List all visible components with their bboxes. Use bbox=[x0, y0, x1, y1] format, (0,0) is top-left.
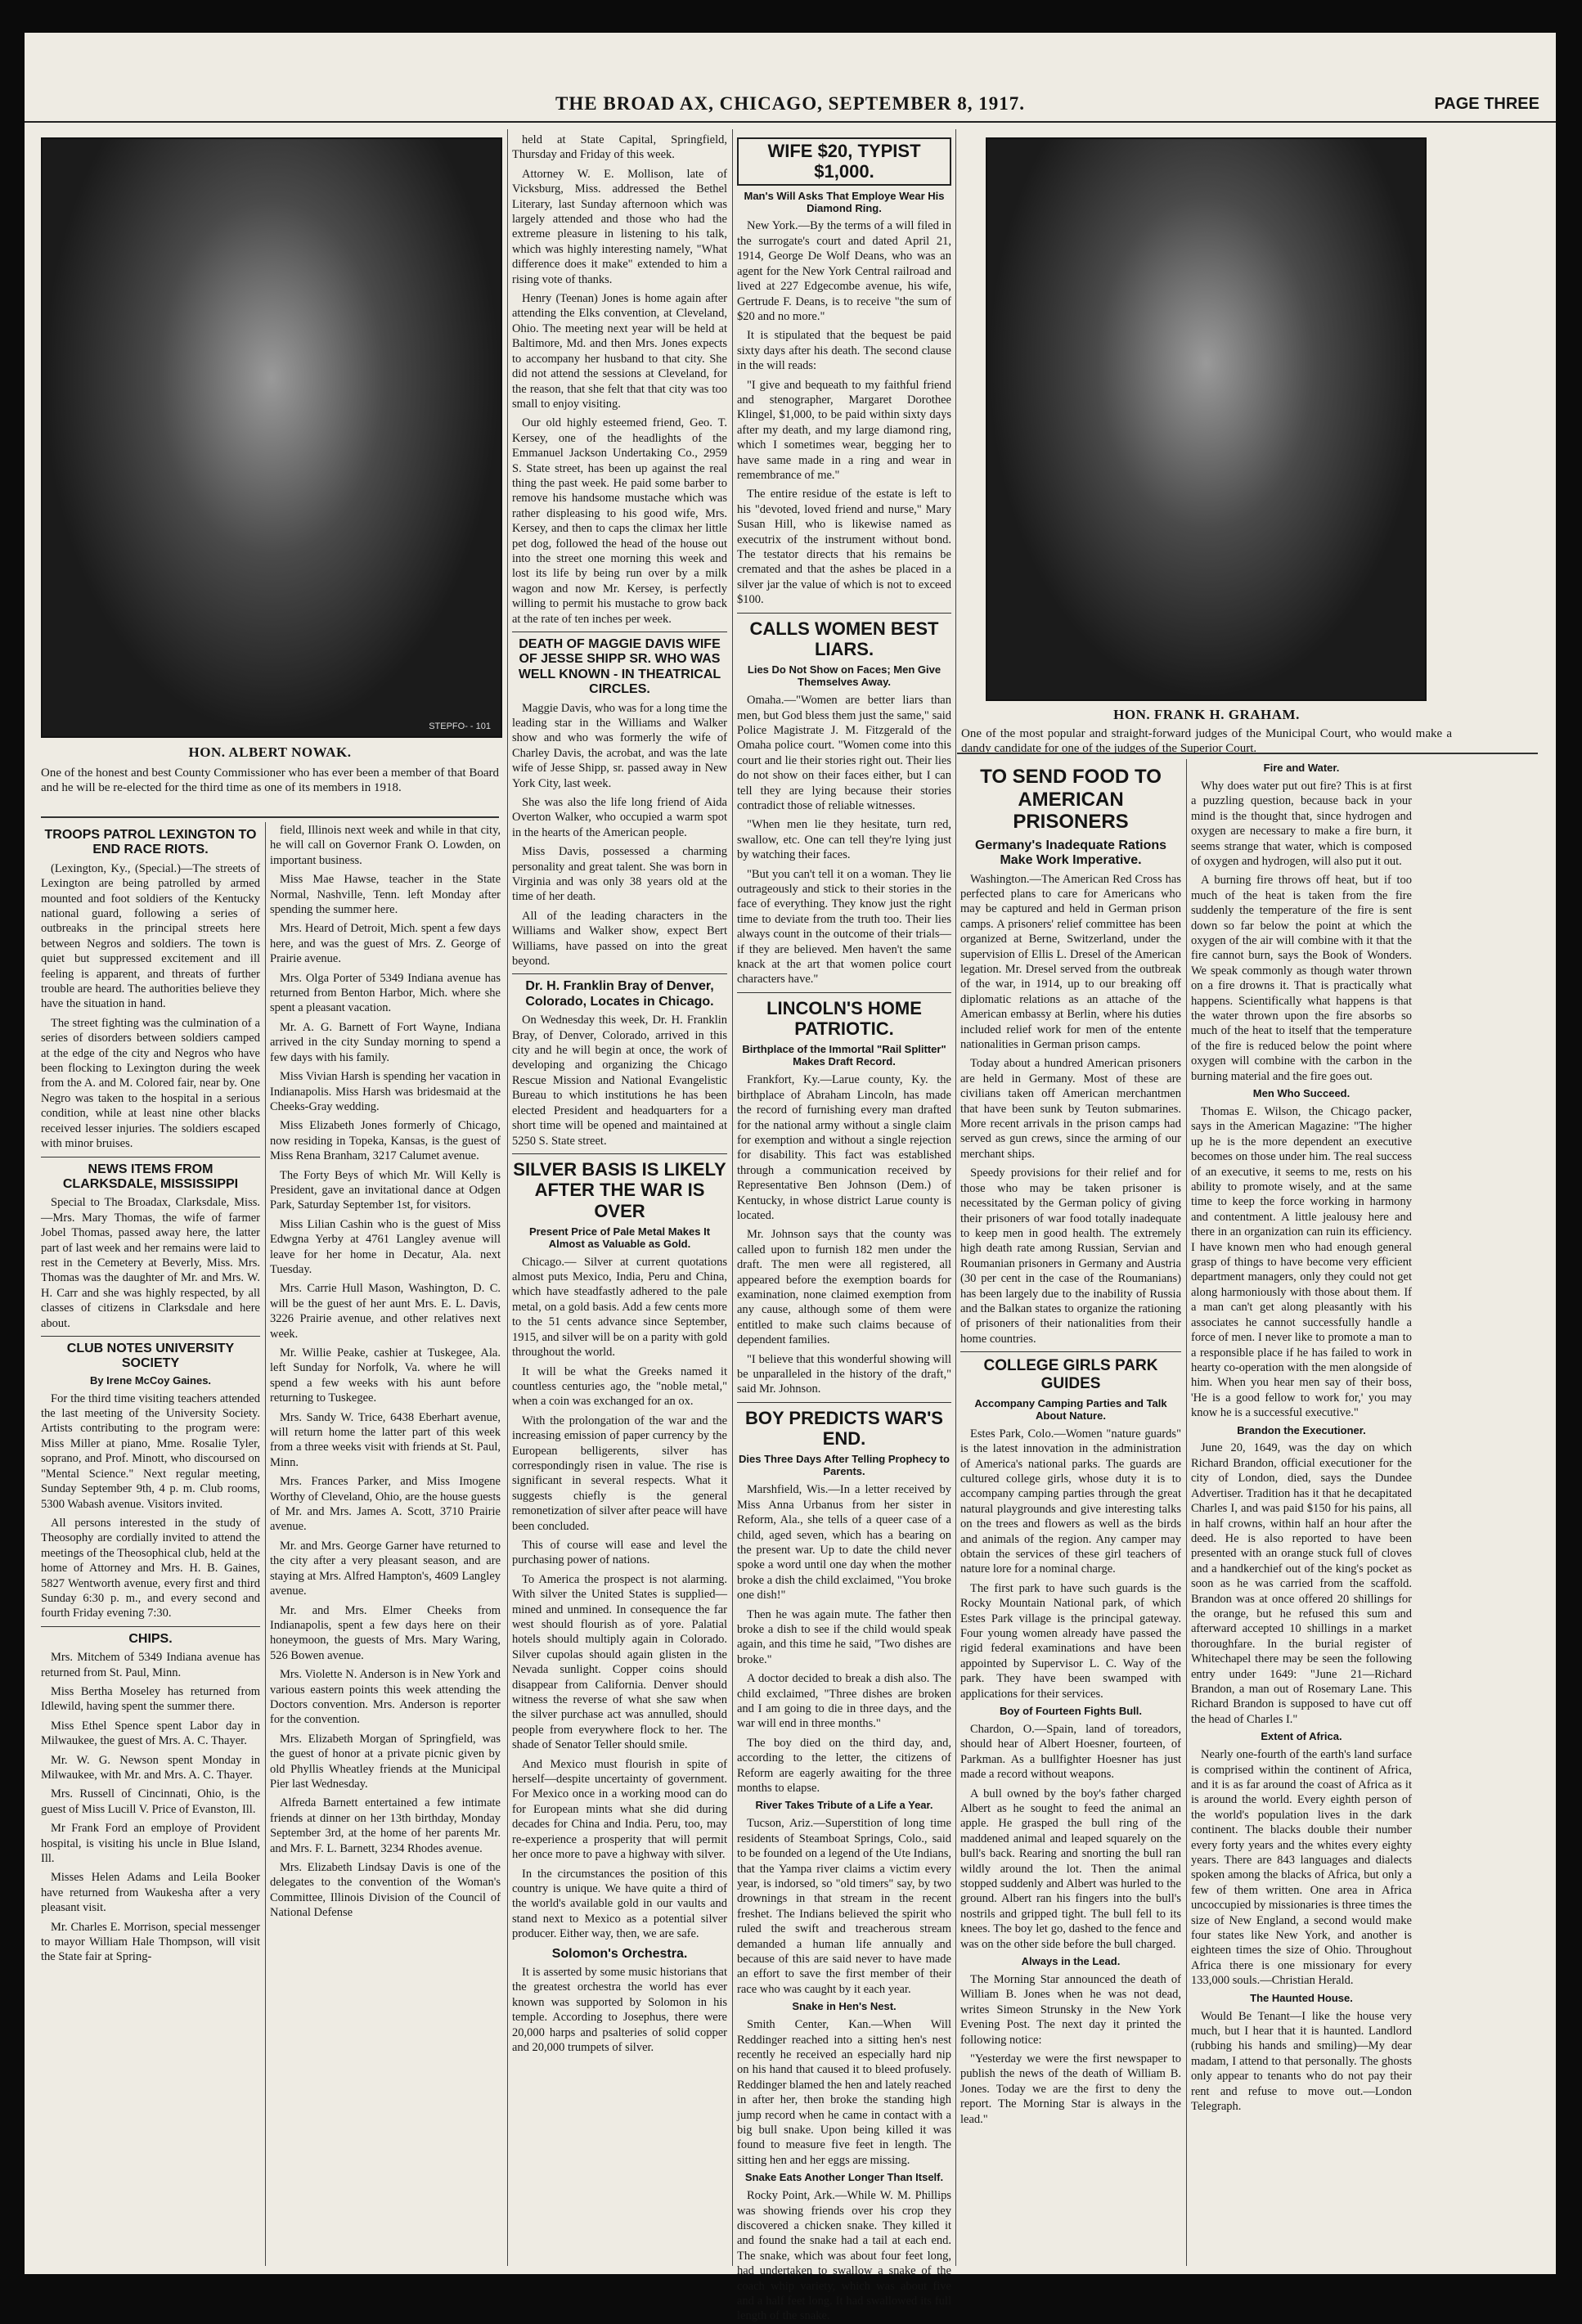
subheadline: Dies Three Days After Telling Prophecy to Parents. bbox=[739, 1453, 950, 1478]
paragraph: Mrs. Russell of Cincinnati, Ohio, is the guest of Miss Lucill V. Price of Evanston, Ill. bbox=[41, 1787, 260, 1816]
subheadline: The Haunted House. bbox=[1250, 1991, 1353, 2004]
headline-box: WIFE $20, TYPIST $1,000. bbox=[737, 137, 951, 186]
portrait-albert-nowak bbox=[41, 137, 502, 738]
divider bbox=[41, 1626, 260, 1627]
headline: CLUB NOTES UNIVERSITY SOCIETY bbox=[66, 1341, 235, 1371]
column-rule bbox=[507, 129, 508, 2266]
paragraph: Thomas E. Wilson, the Chicago packer, says in the American Magazine: "The higher up he is the more dependent an executive becomes on those under him. The real success of an executive, it seems to me, rests on his ability to promote wisely, and at the same time to keep the force working in harmony and contentment. A little jealousy here and there in an organization can ruin its efficiency. I have known men who had enough general grasp of things to have become very efficient department managers, only they could not get along harmoniously with those about them. If a man can't get along pleasantly with his associates he cannot successfully handle a force of men. I never like to promote a man to a responsible place if he has failed to work in hearty co-operation with the men alongside of him. When you hear men say of their boss, 'He is a good fellow to work for,' you may know he is a successful executive." bbox=[1191, 1105, 1412, 1420]
paragraph: All persons interested in the study of Theosophy are cordially invited to attend the meetings of the Theosophical club, held at the home of Attorney and Mrs. H. B. Gaines, 5827 Wentworth avenue, every first and third Sunday 6:30 p. m., and every second and fourth Friday evening 7:30. bbox=[41, 1516, 260, 1621]
paragraph: Mr. Charles E. Morrison, special messenger to mayor William Hale Thompson, will visit the State fair at Spring- bbox=[41, 1920, 260, 1964]
subheadline: Brandon the Executioner. bbox=[1237, 1423, 1366, 1436]
paragraph: She was also the life long friend of Aida Overton Walker, who occupied a warm spot in the hearts of the American people. bbox=[512, 796, 727, 839]
column-5 bbox=[960, 761, 1181, 2266]
column-rule bbox=[1186, 759, 1187, 2266]
column-1 bbox=[41, 823, 260, 2266]
headline: LINCOLN'S HOME PATRIOTIC. bbox=[766, 997, 922, 1040]
paragraph: It will be what the Greeks named it countless centuries ago, the "noble metal," when a coin was exchanged for an ox. bbox=[512, 1364, 727, 1409]
headline: COLLEGE GIRLS PARK GUIDES bbox=[983, 1357, 1158, 1392]
paragraph: The entire residue of the estate is left to his "devoted, loved friend and nurse," Mary Susan Hill, who is likewise named as executrix of the instrument without bond. The testator directs that his remains be cremated and that the ashes be placed in a silver jar the value of which is not to exceed $100. bbox=[737, 488, 951, 607]
paragraph: "But you can't tell it on a woman. They lie outrageously and stick to their stories in the face of everything. They know just the right time to deviate from the truth too. Their lies always count in the outcome of their trials—if they are believed. Men haven't the same knack at the art that women police court characters have." bbox=[737, 867, 951, 987]
paragraph: Estes Park, Colo.—Women "nature guards" is the latest innovation in the administration of America's national parks. The guards are cultured college girls, whose duty it is to accompany camping parties through the great natural playgrounds and give interesting talks on the trees and flowers as well as the birds and animals of the region. Any camper may obtain the services of these girl teachers of nature lore for a nominal charge. bbox=[960, 1427, 1181, 1576]
masthead-rule bbox=[25, 121, 1556, 123]
paragraph: Mr. A. G. Barnett of Fort Wayne, Indiana arrived in the city Sunday morning to spend a few days with his family. bbox=[270, 1020, 501, 1064]
paragraph: Mrs. Carrie Hull Mason, Washington, D. C. will be the guest of her aunt Mrs. E. L. Davis, 3226 Prairie avenue, and other relatives next week. bbox=[270, 1282, 501, 1341]
column-rule bbox=[732, 129, 733, 2266]
paragraph: This of course will ease and level the purchasing power of nations. bbox=[512, 1538, 727, 1567]
paragraph: field, Illinois next week and while in that city, he will call on Governor Frank O. Lowden, on important business. bbox=[270, 824, 501, 867]
paragraph: With the prolongation of the war and the increasing emission of paper currency by the European belligerents, silver has correspondingly risen in value. The rise is significant in several respects. What it suggests chiefly is the general remonetization of silver after peace will have been concluded. bbox=[512, 1414, 727, 1533]
paragraph: A burning fire throws off heat, but if too much of the heat is taken from the fire suddenly the temperature of the fire is sent down so far below the point at which the oxygen of the air will combine with it that the fire cannot burn, says the Book of Wonders. We speak commonly as though water thrown on a fire drowns it. That is practically what happens. Scientifically what happens is that the water thrown upon the fire absorbs so much of the heat to itself that the temperature of the fire is reduced below the point where oxygen will combine with the carbon in the burning material and the fire goes out. bbox=[1191, 874, 1412, 1083]
headline: Solomon's Orchestra. bbox=[551, 1946, 688, 1961]
paragraph: Mrs. Frances Parker, and Miss Imogene Worthy of Cleveland, Ohio, are the house guests of Mr. and Mrs. James A. Scott, 3710 Prairie avenue. bbox=[270, 1475, 501, 1534]
paragraph: Chardon, O.—Spain, land of toreadors, should hear of Albert Hoesner, fourteen, of Parkman. As a bullfighter Hoesner has just made a record without weapons. bbox=[960, 1722, 1181, 1782]
paragraph: To America the prospect is not alarming. With silver the United States is supplied—mined and unmined. In consequence the far west should flourish as of yore. Palatial hotels should multiply again in Colorado. Silver cupolas should again glisten in the Nevada sunlight. Copper coins should disappear from California. Denver should witness the reverse of what she saw when the silver purchase act was annulled, should people from everywhere flock to her. The shade of Senator Teller should smile. bbox=[512, 1572, 727, 1752]
divider bbox=[737, 1402, 951, 1403]
paragraph: Miss Vivian Harsh is spending her vacation in Indianapolis. Miss Harsh was bridesmaid at the Cheeks-Gray wedding. bbox=[270, 1070, 501, 1113]
paragraph: Speedy provisions for their relief and for those who may be taken prisoner is necessitated by the German policy of giving their prisoners of war food totally inadequate to keep men in good health. The extremely high death rate among Russian, Servian and Roumanian prisoners in Germany and Austria (30 per cent in the case of the Roumanians) has been largely due to the inability of Russia and the Balkan states to organize the rationing of prisoners of their nationalities from their home countries. bbox=[960, 1166, 1181, 1346]
paragraph: The first park to have such guards is the Rocky Mountain National park, of which Estes Park village is the principal gateway. Four young women already have passed the rigid federal examinations and have been appointed by Supervisor L. C. Way of the park. They have been swamped with applications for their services. bbox=[960, 1581, 1181, 1701]
divider bbox=[41, 816, 499, 818]
paragraph: All of the leading characters in the Williams and Walker show, expect Bert Williams, have passed on into the great beyond. bbox=[512, 909, 727, 969]
paragraph: On Wednesday this week, Dr. H. Franklin Bray, of Denver, Colorado, arrived in this city and he will begin at once, the work of developing and organizing the Chicago Rescue Mission and National Evangelistic Bureau to which institutions he has been elected President and headquarters for a short time will be opened and maintained at 5250 S. State street. bbox=[512, 1014, 727, 1148]
paragraph: Miss Bertha Moseley has returned from Idlewild, having spent the summer there. bbox=[41, 1684, 260, 1714]
paragraph: Today about a hundred American prisoners are held in Germany. Most of these are civilians taken off American merchantmen that have been sunk by Teuton submarines. More recent arrivals in the prison camps had served as gun crews, since the arming of our merchant ships. bbox=[960, 1057, 1181, 1161]
paragraph: Miss Ethel Spence spent Labor day in Milwaukee, the guest of Mrs. A. C. Thayer. bbox=[41, 1719, 260, 1748]
column-2 bbox=[270, 823, 501, 2266]
subheadline: Boy of Fourteen Fights Bull. bbox=[999, 1705, 1143, 1718]
paragraph: Mr. Johnson says that the county was called upon to furnish 182 men under the draft. The men were all registered, all appeared before the exemption boards for examination, none claimed exemption from any cause, although some of them were entitled to make such claims because of dependent families. bbox=[737, 1228, 951, 1347]
paragraph: June 20, 1649, was the day on which Richard Brandon, official executioner for the city of London, died, says the Dundee Advertiser. Tradition has it that he decapitated Charles I, and was paid $150 for his pains, all in half crowns, within half an hour after the deed. He is also reported to have been presented with an orange stuck full of cloves and a handkerchief out of the king's pocket as soon as he was carried from the scaffold. Brandon was at once offered 20 shillings for the orange, but he refused this sum and afterward accepted 10 shillings in a market thoroughfare. In the burial register of Whitechapel there may be seen the following entry under 1649: "June 21—Richard Brandon, a man out of Rosemary Lane. This Richard Brandon is supposed to have cut off the head of Charles I." bbox=[1191, 1441, 1412, 1726]
subheadline: Extent of Africa. bbox=[1261, 1730, 1342, 1743]
paragraph: Misses Helen Adams and Leila Booker have returned from Waukesha after a very pleasant visit. bbox=[41, 1871, 260, 1915]
paragraph: Mr. W. G. Newson spent Monday in Milwaukee, with Mr. and Mrs. A. C. Thayer. bbox=[41, 1753, 260, 1782]
paragraph: The Morning Star announced the death of William B. Jones when he was not dead, writes Simeon Strunsky in the New York Evening Post. The next day it printed the following notice: bbox=[960, 1973, 1181, 2047]
paragraph: Chicago.— Silver at current quotations almost puts Mexico, India, Peru and China, which have steadfastly adhered to the pale metal, on a gold basis. Add a few cents more to the 51 cents advance since September, 1915, and silver will be on a parity with gold throughout the world. bbox=[512, 1255, 727, 1360]
photo-credit: STEPFO- - 101 bbox=[429, 721, 491, 731]
headline bbox=[737, 137, 951, 186]
headline: CHIPS. bbox=[128, 1631, 173, 1646]
paragraph: Washington.—The American Red Cross has perfected plans to care for Americans who may be captured and held in German prison camps. A prisoners' relief committee has been organized at Berne, Switzerland, under the supervision of Ellis L. Dresel of the American legation. Mr. Dresel served from the outbreak of the war, in 1914, up to our breaking off diplomatic relations as an attache of the American embassy at Berlin, where his duties included relief work for men of the entente nationalities in German prison camps. bbox=[960, 872, 1181, 1052]
headline: Dr. H. Franklin Bray of Denver, Colorado, Locates in Chicago. bbox=[525, 979, 714, 1009]
page-number: PAGE THREE bbox=[1434, 95, 1539, 113]
paragraph: For the third time visiting teachers attended the last meeting of the University Society. Artists contributing to the program were: Miss Miller at piano, Mme. Rosalie Tyler, soprano, and Prof. Minott, who discoursed on "Mental Science." Next regular meeting, Sunday September 9th, 4 p. m. Club rooms, 5300 Wabash avenue. Visitors invited. bbox=[41, 1391, 260, 1511]
subcaption-albert-nowak: One of the honest and best County Commissioner who has ever been a member of that Board and he will be re-elected for the third time as one of its members in 1918. bbox=[41, 766, 499, 794]
masthead bbox=[25, 92, 1556, 124]
paragraph: The Forty Beys of which Mr. Will Kelly is President, gave an invitational dance at Odgen Park, Saturday September 1st, for visitors. bbox=[270, 1168, 501, 1212]
divider bbox=[737, 992, 951, 993]
paragraph: Tucson, Ariz.—Superstition of long time residents of Steamboat Springs, Colo., said to be founded on a legend of the Ute Indians, that the Yampa river claims a victim every year, is indorsed, so "old timers" say, by two drownings in that stream in the recent freshet. The Indians believed the spirit who ruled the swift and treacherous stream demanded a human life annually and because of this are said never to have made an effort to save the first member of their race who was caught by it each year. bbox=[737, 1817, 951, 1996]
divider bbox=[512, 973, 727, 974]
paragraph: In the circumstances the position of this country is unique. We have quite a third of the world's available gold in our vaults and stand next to Mexico as a potential silver producer. Either way, then, we are safe. bbox=[512, 1867, 727, 1941]
headline: SILVER BASIS IS LIKELY AFTER THE WAR IS OVER bbox=[513, 1158, 726, 1221]
paragraph: Mrs. Heard of Detroit, Mich. spent a few days here, and was the guest of Mrs. Z. George of Prairie avenue. bbox=[270, 922, 501, 966]
paragraph: The street fighting was the culmination of a series of disorders between soldiers camped at the edge of the city and Negros who have been flocking to Lexington during the week from the A. and M. Colored fair, near by. One Negro was taken to the hospital in a serious condition, while at least nine other blacks received lesser injuries. The soldiers escaped with minor bruises. bbox=[41, 1016, 260, 1151]
divider bbox=[41, 1336, 260, 1337]
column-rule bbox=[265, 822, 266, 2266]
paragraph: And Mexico must flourish in spite of herself—despite uncertainty of government. For Mexico once in a working mood can do for European mints what she did during decades for China and India. Peru, too, may re-experience a prosperity that will permit her once more to pave a highway with silver. bbox=[512, 1757, 727, 1862]
divider bbox=[512, 1153, 727, 1154]
paragraph: Special to The Broadax, Clarksdale, Miss.—Mrs. Mary Thomas, the wife of farmer Jobel Thomas, passed away here, the latter part of last week and her remains were laid to rest in the Cemetery at Beverly, Miss. Mrs. Thomas was the daughter of Mr. and Mrs. W. H. Carr and she was highly respected, by all classes of citizens in Clarksdale and here about. bbox=[41, 1196, 260, 1330]
paragraph: Would Be Tenant—I like the house very much, but I hear that it is haunted. Landlord (rubbing his hands and smiling)—My dear madam, I attend to that personally. The ghosts only appear to tenants who do not pay their rent and refuse to move out.—London Telegraph. bbox=[1191, 2009, 1412, 2113]
subcaption-frank-graham: One of the most popular and straight-forward judges of the Municipal Court, who would make a dandy candidate for one of the judges of the Superior Court. bbox=[961, 727, 1452, 755]
paragraph: Miss Lilian Cashin who is the guest of Miss Edwgna Yerby at 4761 Langley avenue will leave for her home in Decatur, Ala. next Tuesday. bbox=[270, 1217, 501, 1276]
paragraph: (Lexington, Ky., (Special.)—The streets of Lexington are being patrolled by armed mounted and foot soldiers of the Kentucky national guard, following a series of outbreaks in the principal streets here between Negros and soldiers. The town is quiet but suppressed excitement and ill feeling is apparent, and threats of further trouble are heard. The authorities believe they have the situation in hand. bbox=[41, 861, 260, 1011]
subheadline: Germany's Inadequate Rations Make Work Imperative. bbox=[974, 838, 1167, 868]
paragraph: Mr. and Mrs. George Garner have returned to the city after a very pleasant season, and are staying at Mrs. Alfred Hampton's, 4609 Langley avenue. bbox=[270, 1539, 501, 1598]
paragraph: Mr. and Mrs. Elmer Cheeks from Indianapolis, spent a few days here on their honeymoon, the guests of Mrs. Mary Waring, 526 Bowen avenue. bbox=[270, 1603, 501, 1662]
paragraph: Henry (Teenan) Jones is home again after attending the Elks convention, at Cleveland, Ohio. The meeting next year will be held at Baltimore, Md. and then Mrs. Jones expects to accompany her husband to that city. She did not attend the sessions at Cleveland, for the reason, that she felt that that city was too small to enjoy visiting. bbox=[512, 292, 727, 411]
paragraph: Marshfield, Wis.—In a letter received by Miss Anna Urbanus from her sister in Reform, Ala., she tells of a queer case of a child, aged seven, which has a bearing on the present war. Up to date the child never spoke a word until one day when the mother broke a dish the child exclaimed, "You broke one dish!" bbox=[737, 1483, 951, 1603]
divider bbox=[737, 613, 951, 614]
paragraph: Why does water put out fire? This is at first a puzzling question, because back in your mind is the thought that, since hydrogen and oxygen are necessary to make a fire burn, it seems strange that water, which is composed of oxygen and hydrogen, will also put it out. bbox=[1191, 779, 1412, 868]
subheadline: Accompany Camping Parties and Talk About Nature. bbox=[974, 1396, 1167, 1422]
paragraph: held at State Capital, Springfield, Thursday and Friday of this week. bbox=[512, 133, 727, 162]
subheadline: Snake Eats Another Longer Than Itself. bbox=[744, 2171, 944, 2184]
paragraph: Miss Mae Hawse, teacher in the State Normal, Nashville, Tenn. left Monday after spending the summer here. bbox=[270, 873, 501, 917]
paragraph: Mrs. Violette N. Anderson is in New York and various eastern points this week attending the Doctors convention. Mrs. Anderson is reporter for the convention. bbox=[270, 1668, 501, 1727]
paragraph: "I believe that this wonderful showing will be unparalleled in the history of the draft," said Mr. Johnson. bbox=[737, 1352, 951, 1396]
newspaper-page bbox=[25, 33, 1556, 2323]
headline: DEATH OF MAGGIE DAVIS WIFE OF JESSE SHIPP SR. WHO WAS WELL KNOWN - IN THEATRICAL CIRCLES. bbox=[518, 637, 721, 697]
paragraph: "Yesterday we were the first newspaper to publish the news of the death of William B. Jones. Today we are the first to deny the report. The Morning Star is always in the lead." bbox=[960, 2052, 1181, 2126]
headline: TO SEND FOOD TO AMERICAN PRISONERS bbox=[980, 766, 1162, 834]
subheadline: Lies Do Not Show on Faces; Men Give Themselves Away. bbox=[747, 663, 942, 689]
paragraph: Attorney W. E. Mollison, late of Vicksburg, Miss. addressed the Bethel Literary, last Sunday afternoon which was largely attended and those who had the extreme pleasure in listening to his talk, which was highly interesting namely, "What difference does it make" extended to him a rising vote of thanks. bbox=[512, 167, 727, 286]
paragraph: Smith Center, Kan.—When Will Reddinger reached into a sitting hen's nest recently he received an especially hard nip on his hand that caused it to bleed profusely. Reddinger blamed the hen and lately reached in after her, then broke the standing high jump record when he came in contact with a big bull snake. Upon being killed it was found to measure five feet in length. The sitting hen and her eggs are missing. bbox=[737, 2018, 951, 2167]
headline: NEWS ITEMS FROM CLARKSDALE, MISSISSIPPI bbox=[62, 1162, 239, 1191]
paragraph: Our old highly esteemed friend, Geo. T. Kersey, one of the headlights of the Emmanuel Jackson Undertaking Co., 2959 S. State street, has been up against the real thing the past week. He paid some barber to remove his handsome mustache which was rather displeasing to his good wife, Mrs. Kersey, and then to caps the climax her little pet dog, followed the head of the house out into the street one morning this week and lost its life by being run over by a milk wagon and now Mr. Kersey, is perfectly willing to permit his mustache to grow back at the rate of ten inches per week. bbox=[512, 416, 727, 626]
column-3 bbox=[512, 133, 727, 2266]
masthead-title: THE BROAD AX, CHICAGO, SEPTEMBER 8, 1917. bbox=[555, 93, 1025, 114]
caption-albert-nowak: HON. ALBERT NOWAK. bbox=[188, 744, 352, 760]
paragraph: Alfreda Barnett entertained a few intimate friends at dinner on her 13th birthday, Monday September 3rd, at the home of her parents Mr. and Mrs. F. L. Barnett, 3234 Rhodes avenue. bbox=[270, 1796, 501, 1855]
byline: By Irene McCoy Gaines. bbox=[89, 1373, 212, 1387]
subheadline: Present Price of Pale Metal Makes It Almost as Valuable as Gold. bbox=[528, 1225, 711, 1250]
column-4 bbox=[737, 133, 951, 2323]
divider bbox=[957, 753, 1538, 754]
headline: TROOPS PATROL LEXINGTON TO END RACE RIOTS. bbox=[44, 828, 257, 857]
paragraph: Mrs. Elizabeth Morgan of Springfield, was the guest of honor at a private picnic given by old Phyllis Wheatley friends at the Municipal Pier last Wednesday. bbox=[270, 1732, 501, 1791]
paragraph: A doctor decided to break a dish also. The child exclaimed, "Three dishes are broken and I am going to die in three days, and the war will end in three months." bbox=[737, 1672, 951, 1731]
paragraph: Omaha.—"Women are better liars than men, but God bless them just the same," said Police Magistrate J. M. Fitzgerald of the Omaha police court. "Women come into this court and lie their stories right out. Their lies do not show on their faces either, but I can tell they are lying because their stories contradict those of reliable witnesses. bbox=[737, 694, 951, 812]
paragraph: The boy died on the third day, and, according to the letter, the citizens of Reform are eagerly awaiting for the three months to elapse. bbox=[737, 1736, 951, 1795]
subheadline: River Takes Tribute of a Life a Year. bbox=[755, 1799, 933, 1812]
paragraph: Frankfort, Ky.—Larue county, Ky. the birthplace of Abraham Lincoln, has made the record of furnishing every man drafted for the national army without a single claim for exemption and without a single rejection for disability. This fact was established through a communication received by Representative Ben Johnson (Dem.) of Kentucky, in whose district Larue county is located. bbox=[737, 1073, 951, 1222]
column-rule bbox=[955, 129, 956, 2266]
paragraph: "I give and bequeath to my faithful friend and stenographer, Margaret Dorothee Klingel, $1,000, to be paid within sixty days after my death, and my large diamond ring, which I sometimes wear, begging her to have same made in a ring and wear in remembrance of me." bbox=[737, 378, 951, 482]
paragraph: Rocky Point, Ark.—While W. M. Phillips was showing friends over his crop they discovered a chicken snake. They killed it and found the snake had a tail at each end. The snake, which was about four feet long, had undertaken to swallow a snake of the coach whip variety, which was about five and a half feet long. It had swallowed its full length of the snake. bbox=[737, 2189, 951, 2323]
subheadline: Men Who Succeed. bbox=[1252, 1087, 1351, 1100]
subheadline: Snake in Hen's Nest. bbox=[792, 2000, 897, 2013]
paragraph: Mr Frank Ford an employe of Provident hospital, is visiting his uncle in Blue Island, Ill. bbox=[41, 1822, 260, 1866]
paragraph: Mrs. Elizabeth Lindsay Davis is one of the delegates to the convention of the Woman's Committee, Illinois Division of the Council of National Defense bbox=[270, 1861, 501, 1920]
paragraph: Mr. Willie Peake, cashier at Tuskegee, Ala. left Sunday for Norfolk, Va. where he will spend a few weeks with his aunt before returning to Tuskegee. bbox=[270, 1346, 501, 1405]
paragraph: It is stipulated that the bequest be paid sixty days after his death. The second clause in the will reads: bbox=[737, 329, 951, 373]
paragraph: Mrs. Sandy W. Trice, 6438 Eberhart avenue, will return home the latter part of this week from a three weeks visit with friends at St. Paul, Minn. bbox=[270, 1410, 501, 1469]
divider bbox=[960, 1351, 1181, 1352]
paragraph: "When men lie they hesitate, turn red, swallow, etc. One can tell they're lying just by watching their faces. bbox=[737, 818, 951, 862]
paragraph: Mrs. Mitchem of 5349 Indiana avenue has returned from St. Paul, Minn. bbox=[41, 1651, 260, 1679]
paragraph: A bull owned by the boy's father charged Albert as he sought to feed the animal an apple. He grasped the bull ring of the maddened animal and leaped squarely on the bull's back. Rearing and snorting the bull ran wildly around the lot. Then the animal stopped suddenly and Albert was hurled to the ground. Albert ran his fingers into the bull's nostrils and gripped tight. The bull fell to its knees. The boy let go, dashed to the fence and was on the other side before the bull charged. bbox=[960, 1787, 1181, 1951]
column-6 bbox=[1191, 761, 1412, 2266]
paragraph: Mrs. Olga Porter of 5349 Indiana avenue has returned from Benton Harbor, Mich. where she spent a pleasant vacation. bbox=[270, 971, 501, 1015]
subheadline: Fire and Water. bbox=[1263, 762, 1340, 774]
paragraph: It is asserted by some music historians that the greatest orchestra the world has ever known was supported by Solomon in his temple. According to Josephus, there were 20,000 harps and psalteries of solid copper and 20,000 trumpets of silver. bbox=[512, 1965, 727, 2054]
divider bbox=[41, 1157, 260, 1158]
paragraph: New York.—By the terms of a will filed in the surrogate's court and dated April 21, 1914, George De Wolf Deans, who was an agent for the New York Central railroad and lived at 227 Edgecombe avenue, his wife, Gertrude F. Deans, is to receive "the sum of $20 and no more." bbox=[737, 219, 951, 323]
paragraph: Nearly one-fourth of the earth's land surface is comprised within the continent of Africa, and it is as far around the coast of Africa as it is around the world. Every eighth person of the world's population lives in the dark continent. The blacks double their number every forty years and the whites every eighty years. There are 843 languages and dialects spoken among the blacks of Africa, but only a few of them written. One area in Africa uncoccupied by missionaries is three times the size of New England, a second would make four states like New York, and another is eighteen times the size of Ohio. Throughout Africa there is one missionary for every 133,000 souls.—Christian Herald. bbox=[1191, 1748, 1412, 1988]
paragraph: Miss Elizabeth Jones formerly of Chicago, now residing in Topeka, Kansas, is the guest of Miss Rena Branham, 3217 Calumet avenue. bbox=[270, 1119, 501, 1163]
caption-frank-graham: HON. FRANK H. GRAHAM. bbox=[1113, 707, 1300, 722]
portrait-frank-graham bbox=[986, 137, 1427, 701]
paragraph: Then he was again mute. The father then broke a dish to see if the child would speak again, and this time he said, "Two dishes are broke." bbox=[737, 1607, 951, 1666]
paragraph: Maggie Davis, who was for a long time the leading star in the Williams and Walker show and who was formerly the wife of Charley Davis, the acrobat, and was the late wife of Jesse Shipp, sr. passed away in New York City, last week. bbox=[512, 701, 727, 790]
subheadline: Man's Will Asks That Employe Wear His Diamond Ring. bbox=[744, 189, 945, 214]
headline: CALLS WOMEN BEST LIARS. bbox=[749, 618, 939, 659]
subheadline: Birthplace of the Immortal "Rail Splitter" Makes Draft Record. bbox=[742, 1043, 946, 1068]
subheadline: Always in the Lead. bbox=[1021, 1955, 1121, 1968]
paragraph: Miss Davis, possessed a charming personality and great talent. She was born in Virginia and was only 38 years old at the time of her death. bbox=[512, 845, 727, 904]
headline: BOY PREDICTS WAR'S END. bbox=[745, 1407, 943, 1450]
